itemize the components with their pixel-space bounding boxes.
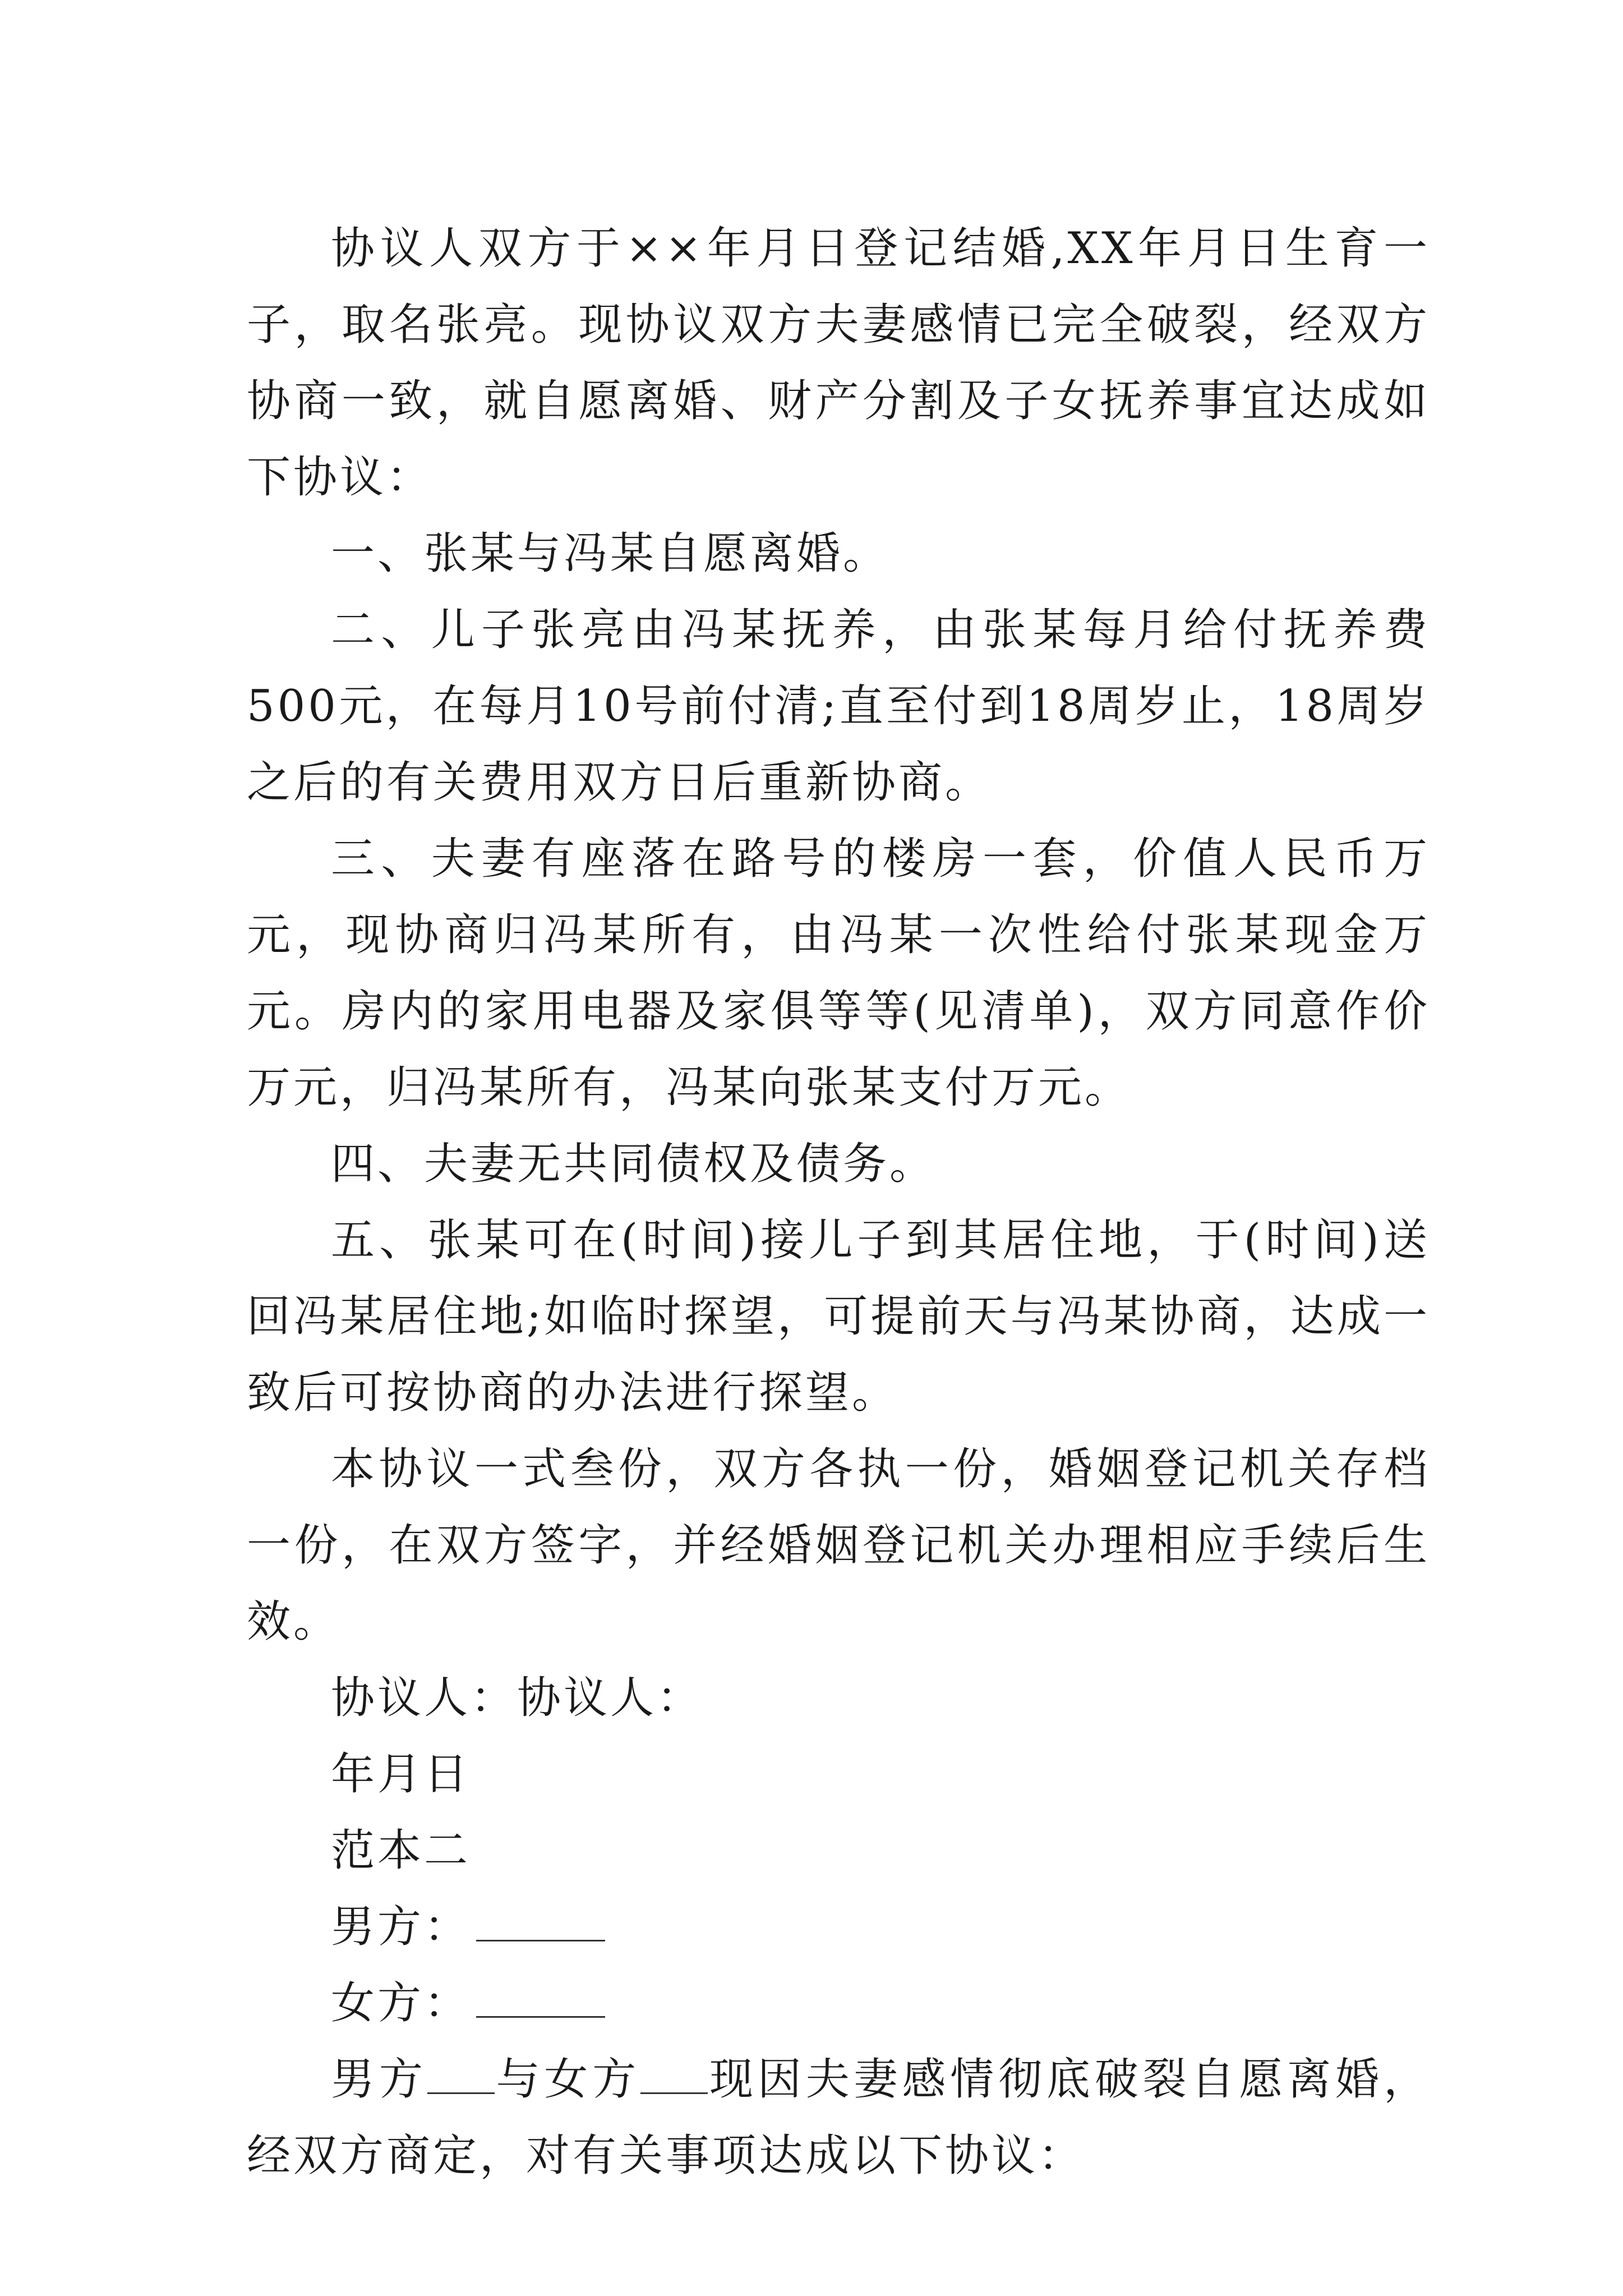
paragraph-agreement-intro bbox=[247, 2041, 1430, 2194]
male-party-line bbox=[247, 1889, 1430, 1965]
paragraph-clause-2: 二、儿子张亮由冯某抚养，由张某每月给付抚养费500元，在每月10号前付清;直至付到18周岁止，18周岁之后的有关费用双方日后重新协商。 bbox=[247, 605, 1430, 808]
paragraph-clause-5: 五、张某可在(时间)接儿子到其居住地，于(时间)送回冯某居住地;如临时探望，可提前天与冯某协商，达成一致后可按协商的办法进行探望。 bbox=[247, 1215, 1430, 1418]
male-name-blank bbox=[476, 1901, 605, 1941]
last-part-3: 现因夫妻感情彻底破裂自愿离婚，经双方商定，对有关事项达成以下协议： bbox=[247, 2054, 1430, 2181]
paragraph-copies: 本协议一式叁份，双方各执一份，婚姻登记机关存档一份，在双方签字，并经婚姻登记机关办理相应手续后生效。 bbox=[247, 1444, 1430, 1647]
male-inline-blank bbox=[427, 2053, 495, 2094]
female-inline-blank bbox=[640, 2053, 708, 2094]
paragraph-intro: 协议人双方于××年月日登记结婚,XX年月日生育一子，取名张亮。现协议双方夫妻感情已完全破裂，经双方协商一致，就自愿离婚、财产分割及子女抚养事宜达成如下协议： bbox=[247, 223, 1430, 503]
date-line: 年月日 bbox=[331, 1749, 471, 1800]
paragraph-clause-3: 三、夫妻有座落在路号的楼房一套，价值人民币万元，现协商归冯某所有，由冯某一次性给付张某现金万元。房内的家用电器及家俱等等(见清单)，双方同意作价万元，归冯某所有，冯某向张某支付万元。 bbox=[247, 834, 1430, 1113]
female-name-blank bbox=[476, 1977, 605, 2018]
section-title: 范本二 bbox=[331, 1825, 471, 1876]
paragraph-clause-4: 四、夫妻无共同债权及债务。 bbox=[331, 1139, 937, 1189]
female-label: 女方： bbox=[331, 1978, 471, 2028]
last-part-1: 男方 bbox=[331, 2054, 427, 2105]
last-part-2: 与女方 bbox=[494, 2054, 641, 2105]
paragraph-clause-1: 一、张某与冯某自愿离婚。 bbox=[331, 528, 890, 579]
signature-line: 协议人：协议人： bbox=[331, 1673, 704, 1723]
document-body bbox=[247, 210, 1430, 2194]
male-label: 男方： bbox=[331, 1902, 471, 1952]
female-party-line bbox=[247, 1965, 1430, 2041]
